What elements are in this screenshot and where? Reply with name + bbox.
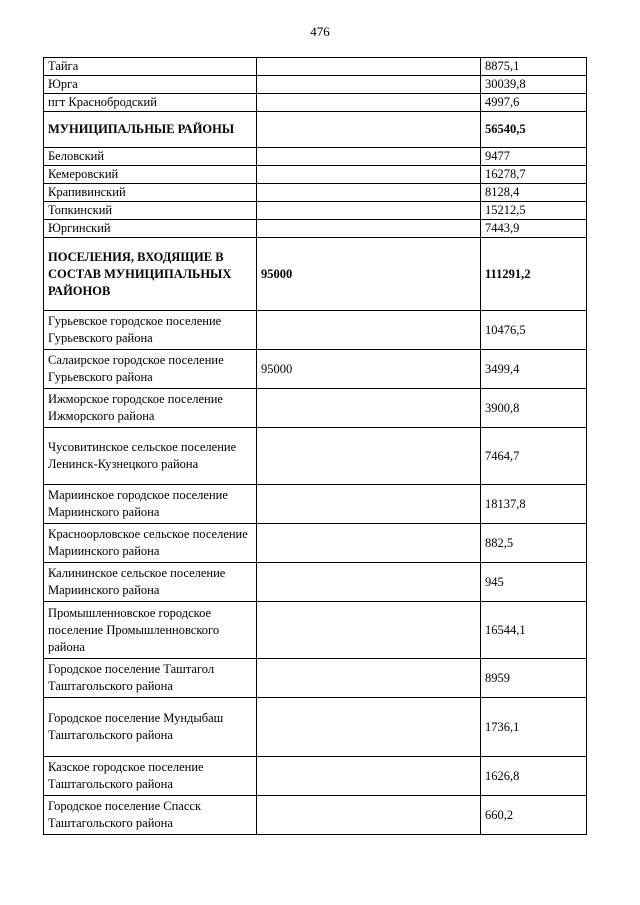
page-number: 476 [310, 24, 330, 39]
code-cell [257, 389, 481, 428]
amount-cell: 18137,8 [481, 485, 587, 524]
settlement-name: Мариинское городское поселение Мариинского района [44, 485, 257, 524]
amount-cell: 15212,5 [481, 202, 587, 220]
settlement-name: Тайга [44, 58, 257, 76]
settlement-name: Городское поселение Спасск Таштагольского района [44, 796, 257, 835]
table-row [44, 698, 587, 757]
table-row [44, 94, 587, 112]
code-cell [257, 220, 481, 238]
amount-cell: 3499,4 [481, 350, 587, 389]
settlement-name: Чусовитинское сельское поселение Ленинск-Кузнецкого района [44, 428, 257, 485]
table-row [44, 76, 587, 94]
section-title: МУНИЦИПАЛЬНЫЕ РАЙОНЫ [44, 112, 257, 148]
section-total: 56540,5 [481, 112, 587, 148]
table-row [44, 659, 587, 698]
settlement-name: Крапивинский [44, 184, 257, 202]
settlement-name: Красноорловское сельское поселение Мариинского района [44, 524, 257, 563]
settlement-name: Топкинский [44, 202, 257, 220]
settlement-name: пгт Краснобродский [44, 94, 257, 112]
settlement-name: Промышленновское городское поселение Промышленновского района [44, 602, 257, 659]
table-row [44, 184, 587, 202]
code-cell [257, 659, 481, 698]
table-row [44, 563, 587, 602]
code-cell [257, 76, 481, 94]
amount-cell: 660,2 [481, 796, 587, 835]
amount-cell: 3900,8 [481, 389, 587, 428]
code-cell [257, 112, 481, 148]
table-row [44, 350, 587, 389]
code-cell [257, 485, 481, 524]
amount-cell: 8875,1 [481, 58, 587, 76]
amount-cell: 16544,1 [481, 602, 587, 659]
settlement-name: Юргинский [44, 220, 257, 238]
code-cell [257, 428, 481, 485]
code-cell: 95000 [257, 350, 481, 389]
settlement-name: Калининское сельское поселение Мариинского района [44, 563, 257, 602]
code-cell [257, 202, 481, 220]
code-cell [257, 698, 481, 757]
settlement-name: Салаирское городское поселение Гурьевского района [44, 350, 257, 389]
code-cell [257, 796, 481, 835]
code-cell: 95000 [257, 238, 481, 311]
amount-cell: 7443,9 [481, 220, 587, 238]
section-header-row [44, 238, 587, 311]
settlement-name: Городское поселение Таштагол Таштагольского района [44, 659, 257, 698]
table-row [44, 757, 587, 796]
section-header-row [44, 112, 587, 148]
code-cell [257, 757, 481, 796]
table-row [44, 796, 587, 835]
table-row [44, 148, 587, 166]
table-row [44, 428, 587, 485]
settlement-name: Казское городское поселение Таштагольского района [44, 757, 257, 796]
amount-cell: 10476,5 [481, 311, 587, 350]
amount-cell: 945 [481, 563, 587, 602]
code-cell [257, 58, 481, 76]
table-row [44, 166, 587, 184]
code-cell [257, 166, 481, 184]
table-row [44, 389, 587, 428]
section-title: ПОСЕЛЕНИЯ, ВХОДЯЩИЕ В СОСТАВ МУНИЦИПАЛЬНЫХ РАЙОНОВ [44, 238, 257, 311]
code-cell [257, 184, 481, 202]
code-cell [257, 148, 481, 166]
code-cell [257, 563, 481, 602]
table-row [44, 58, 587, 76]
amount-cell: 7464,7 [481, 428, 587, 485]
amount-cell: 16278,7 [481, 166, 587, 184]
code-cell [257, 94, 481, 112]
amount-cell: 1736,1 [481, 698, 587, 757]
amount-cell: 1626,8 [481, 757, 587, 796]
table-row [44, 485, 587, 524]
settlement-name: Гурьевское городское поселение Гурьевского района [44, 311, 257, 350]
amount-cell: 8959 [481, 659, 587, 698]
settlement-name: Юрга [44, 76, 257, 94]
amount-cell: 9477 [481, 148, 587, 166]
amount-cell: 882,5 [481, 524, 587, 563]
table-row [44, 524, 587, 563]
amount-cell: 8128,4 [481, 184, 587, 202]
code-cell [257, 524, 481, 563]
table-row [44, 202, 587, 220]
table-row [44, 602, 587, 659]
amount-cell: 30039,8 [481, 76, 587, 94]
section-total: 111291,2 [481, 238, 587, 311]
settlement-name: Городское поселение Мундыбаш Таштагольского района [44, 698, 257, 757]
settlement-name: Ижморское городское поселение Ижморского района [44, 389, 257, 428]
settlement-name: Кемеровский [44, 166, 257, 184]
amount-cell: 4997,6 [481, 94, 587, 112]
table-row [44, 311, 587, 350]
budget-table [43, 57, 587, 835]
code-cell [257, 602, 481, 659]
code-cell [257, 311, 481, 350]
table-row [44, 220, 587, 238]
settlement-name: Беловский [44, 148, 257, 166]
